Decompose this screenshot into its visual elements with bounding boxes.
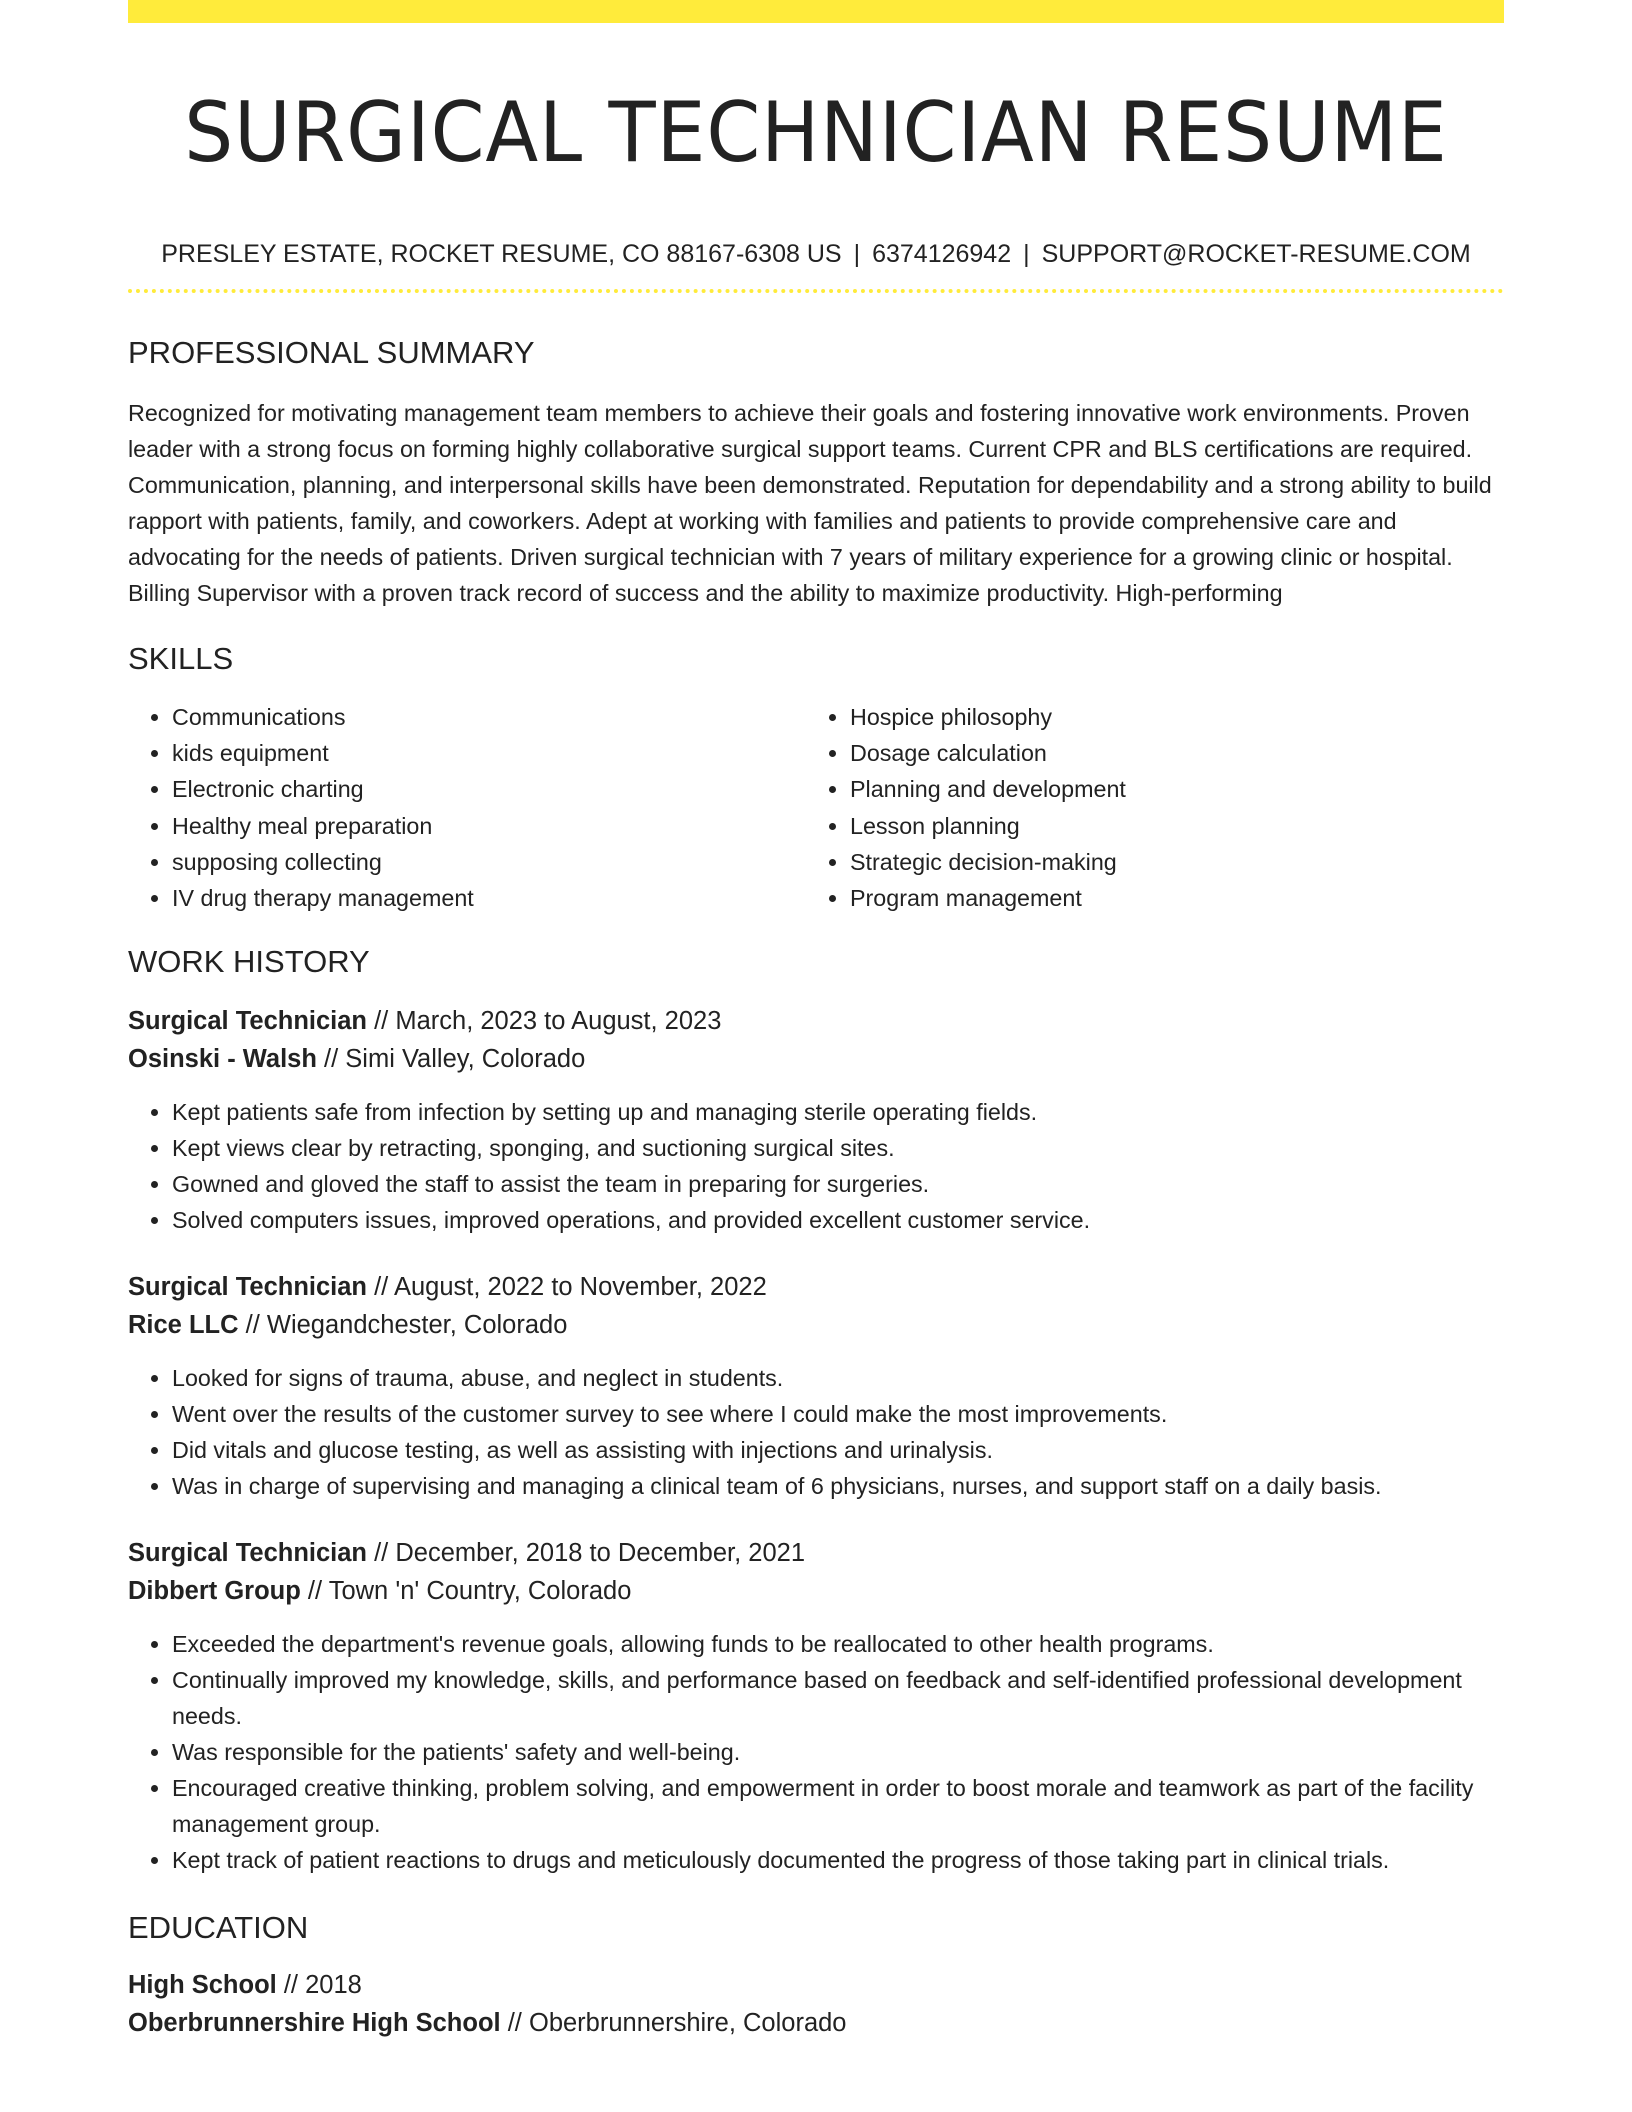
job-bullet: • Went over the results of the customer survey to see where I could make the most improvements. — [172, 1396, 1504, 1432]
job-company: Rice LLC — [128, 1311, 239, 1340]
skill-item: • Healthy meal preparation — [172, 808, 806, 844]
job-entry — [128, 1268, 1504, 1504]
education-school-line — [128, 2004, 1504, 2042]
contact-line — [128, 237, 1504, 271]
job-entry — [128, 1002, 1504, 1238]
job-location: // Town 'n' Country, Colorado — [300, 1577, 632, 1606]
summary-heading: PROFESSIONAL SUMMARY — [128, 335, 535, 370]
dotted-divider — [128, 289, 1504, 293]
job-bullets — [128, 1360, 1504, 1504]
job-bullet: • Kept views clear by retracting, sponging, and suctioning surgical sites. — [172, 1130, 1504, 1166]
job-bullet: • Kept track of patient reactions to drugs and meticulously documented the progress of those taking part in clinical trials. — [172, 1842, 1504, 1878]
skill-item: • Electronic charting — [172, 771, 806, 807]
skills-list — [128, 699, 1504, 916]
job-title: Surgical Technician — [128, 1539, 368, 1568]
contact-separator: | — [853, 240, 861, 268]
job-dates: // December, 2018 to December, 2021 — [367, 1539, 806, 1568]
job-title-line — [128, 1268, 1504, 1306]
education-location: // Oberbrunnershire, Colorado — [500, 2009, 847, 2038]
education-school: Oberbrunnershire High School — [128, 2009, 501, 2038]
skills-heading: SKILLS — [128, 641, 234, 676]
job-bullet: • Solved computers issues, improved operations, and provided excellent customer service. — [172, 1202, 1504, 1238]
job-company: Osinski - Walsh — [128, 1045, 317, 1074]
skill-item: • supposing collecting — [172, 844, 806, 880]
job-bullet: • Continually improved my knowledge, skills, and performance based on feedback and self-identified professional development needs. — [172, 1662, 1504, 1734]
job-location: // Simi Valley, Colorado — [316, 1045, 586, 1074]
education-entry — [128, 1966, 1504, 2042]
job-company: Dibbert Group — [128, 1577, 301, 1606]
skill-item: • Lesson planning — [850, 808, 1484, 844]
work-history-heading: WORK HISTORY — [128, 944, 370, 980]
contact-separator: | — [1023, 240, 1030, 268]
job-company-line — [128, 1572, 1504, 1610]
skills-column-right — [806, 699, 1484, 916]
skill-item: • Strategic decision-making — [850, 844, 1484, 880]
contact-email: SUPPORT@ROCKET-RESUME.COM — [1041, 240, 1471, 268]
summary-text: Recognized for motivating management team members to achieve their goals and fostering innovative work environments. Proven leader with a strong focus on forming highly collaborative surgical support teams. Current CPR and BLS certifications are required. Communication, planning, and interpersonal skills have been demonstrated. Reputation for dependability and a strong ability to build rapport with patients, family, and coworkers. Adept at working with families and patients to provide comprehensive care and advocating for the needs of patients. Driven surgical technician with 7 years of military experience for a growing clinic or hospital. Billing Supervisor with a proven track record of success and the ability to maximize productivity. High-performing — [128, 400, 1492, 606]
contact-phone: 6374126942 — [872, 240, 1012, 268]
education-heading: EDUCATION — [128, 1910, 309, 1946]
skill-item: • kids equipment — [172, 735, 806, 771]
resume-page — [128, 0, 1504, 2042]
education-degree-line — [128, 1966, 1504, 2004]
job-bullet: • Gowned and gloved the staff to assist the team in preparing for surgeries. — [172, 1166, 1504, 1202]
job-bullet: • Looked for signs of trauma, abuse, and neglect in students. — [172, 1360, 1504, 1396]
skill-item: • Planning and development — [850, 771, 1484, 807]
job-entry — [128, 1534, 1504, 1878]
job-bullet: • Encouraged creative thinking, problem solving, and empowerment in order to boost morale and teamwork as part of the facility management group. — [172, 1770, 1504, 1842]
contact-address: PRESLEY ESTATE, ROCKET RESUME, CO 88167-6308 US — [161, 240, 842, 268]
job-bullets — [128, 1094, 1504, 1238]
job-location: // Wiegandchester, Colorado — [238, 1311, 568, 1340]
job-bullet: • Kept patients safe from infection by setting up and managing sterile operating fields. — [172, 1094, 1504, 1130]
job-company-line — [128, 1306, 1504, 1344]
top-accent-bar — [128, 0, 1504, 23]
job-bullets — [128, 1626, 1504, 1878]
skill-item: • Hospice philosophy — [850, 699, 1484, 735]
job-bullet: • Was responsible for the patients' safety and well-being. — [172, 1734, 1504, 1770]
education-degree: High School — [128, 1971, 277, 2000]
job-title-line — [128, 1002, 1504, 1040]
skills-column-left — [128, 699, 806, 916]
job-company-line — [128, 1040, 1504, 1078]
resume-title: SURGICAL TECHNICIAN RESUME — [184, 84, 1448, 181]
job-title: Surgical Technician — [128, 1007, 368, 1036]
job-dates: // March, 2023 to August, 2023 — [367, 1007, 722, 1036]
job-bullet: • Did vitals and glucose testing, as well as assisting with injections and urinalysis. — [172, 1432, 1504, 1468]
education-year: // 2018 — [276, 1971, 362, 2000]
job-bullet: • Was in charge of supervising and managing a clinical team of 6 physicians, nurses, and support staff on a daily basis. — [172, 1468, 1504, 1504]
job-title: Surgical Technician — [128, 1273, 368, 1302]
skill-item: • Communications — [172, 699, 806, 735]
job-title-line — [128, 1534, 1504, 1572]
job-dates: // August, 2022 to November, 2022 — [367, 1273, 767, 1302]
skill-item: • IV drug therapy management — [172, 880, 806, 916]
skill-item: • Dosage calculation — [850, 735, 1484, 771]
skill-item: • Program management — [850, 880, 1484, 916]
job-bullet: • Exceeded the department's revenue goals, allowing funds to be reallocated to other health programs. — [172, 1626, 1504, 1662]
